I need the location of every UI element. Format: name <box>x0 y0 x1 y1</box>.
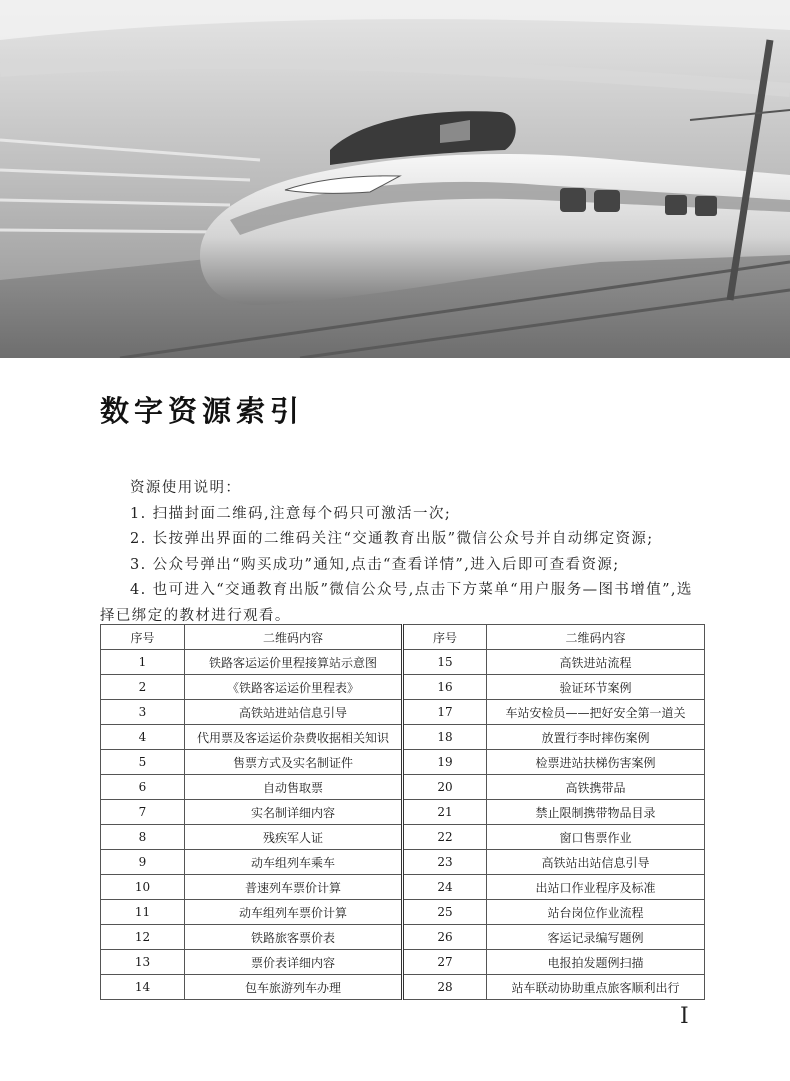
resource-index-table <box>100 624 705 1000</box>
table-row <box>101 750 705 775</box>
header-content-right: 二维码内容 <box>487 625 705 650</box>
header-content-left: 二维码内容 <box>185 625 403 650</box>
row-no: 5 <box>101 750 185 775</box>
table-header-row <box>101 625 705 650</box>
row-content: 《铁路客运运价里程表》 <box>185 675 403 700</box>
table-row <box>101 675 705 700</box>
row-content: 残疾军人证 <box>185 825 403 850</box>
row-no: 12 <box>101 925 185 950</box>
row-content: 验证环节案例 <box>487 675 705 700</box>
row-content: 普速列车票价计算 <box>185 875 403 900</box>
page-number: I <box>680 1004 689 1029</box>
instruction-step-3: 3. 公众号弹出“购买成功”通知,点击“查看详情”,进入后即可查看资源; <box>130 556 620 573</box>
row-no: 7 <box>101 800 185 825</box>
row-content: 站车联动协助重点旅客顺利出行 <box>487 975 705 1000</box>
row-content: 检票进站扶梯伤害案例 <box>487 750 705 775</box>
row-content: 窗口售票作业 <box>487 825 705 850</box>
row-no: 6 <box>101 775 185 800</box>
row-content: 站台岗位作业流程 <box>487 900 705 925</box>
table-row <box>101 875 705 900</box>
row-no: 2 <box>101 675 185 700</box>
row-content: 包车旅游列车办理 <box>185 975 403 1000</box>
row-no: 17 <box>403 700 487 725</box>
hero-train-image <box>0 0 790 358</box>
row-content: 车站安检员——把好安全第一道关 <box>487 700 705 725</box>
row-no: 16 <box>403 675 487 700</box>
table-row <box>101 975 705 1000</box>
row-content: 自动售取票 <box>185 775 403 800</box>
header-no-left: 序号 <box>101 625 185 650</box>
row-content: 实名制详细内容 <box>185 800 403 825</box>
row-no: 18 <box>403 725 487 750</box>
row-no: 20 <box>403 775 487 800</box>
row-content: 禁止限制携带物品目录 <box>487 800 705 825</box>
row-no: 11 <box>101 900 185 925</box>
row-content: 出站口作业程序及标准 <box>487 875 705 900</box>
row-no: 28 <box>403 975 487 1000</box>
row-content: 客运记录编写题例 <box>487 925 705 950</box>
table-row <box>101 775 705 800</box>
row-no: 9 <box>101 850 185 875</box>
row-no: 10 <box>101 875 185 900</box>
row-content: 票价表详细内容 <box>185 950 403 975</box>
row-content: 售票方式及实名制证件 <box>185 750 403 775</box>
row-no: 26 <box>403 925 487 950</box>
header-no-right: 序号 <box>403 625 487 650</box>
row-no: 13 <box>101 950 185 975</box>
row-content: 铁路旅客票价表 <box>185 925 403 950</box>
row-content: 放置行李时摔伤案例 <box>487 725 705 750</box>
row-no: 8 <box>101 825 185 850</box>
row-content: 高铁站出站信息引导 <box>487 850 705 875</box>
instruction-step-4: 4. 也可进入“交通教育出版”微信公众号,点击下方菜单“用户服务—图书增值”,选择已绑定的教材进行观看。 <box>100 582 693 624</box>
row-no: 22 <box>403 825 487 850</box>
instruction-step-2: 2. 长按弹出界面的二维码关注“交通教育出版”微信公众号并自动绑定资源; <box>130 531 654 547</box>
table-row <box>101 700 705 725</box>
table-row <box>101 800 705 825</box>
row-no: 15 <box>403 650 487 675</box>
row-content: 高铁站进站信息引导 <box>185 700 403 725</box>
row-no: 3 <box>101 700 185 725</box>
instruction-step-1: 1. 扫描封面二维码,注意每个码只可激活一次; <box>130 505 452 522</box>
row-content: 动车组列车乘车 <box>185 850 403 875</box>
table-row <box>101 825 705 850</box>
row-no: 23 <box>403 850 487 875</box>
usage-instructions <box>100 476 704 629</box>
row-no: 14 <box>101 975 185 1000</box>
row-content: 代用票及客运运价杂费收据相关知识 <box>185 725 403 750</box>
table-row <box>101 725 705 750</box>
row-content: 电报拍发题例扫描 <box>487 950 705 975</box>
instructions-title: 资源使用说明： <box>130 480 242 496</box>
page-title: 数字资源索引 <box>100 394 305 428</box>
row-no: 19 <box>403 750 487 775</box>
table-row <box>101 650 705 675</box>
row-content: 动车组列车票价计算 <box>185 900 403 925</box>
row-no: 4 <box>101 725 185 750</box>
row-content: 高铁进站流程 <box>487 650 705 675</box>
table-row <box>101 925 705 950</box>
row-content: 高铁携带品 <box>487 775 705 800</box>
row-no: 27 <box>403 950 487 975</box>
table-row <box>101 900 705 925</box>
row-content: 铁路客运运价里程接算站示意图 <box>185 650 403 675</box>
table-row <box>101 950 705 975</box>
row-no: 1 <box>101 650 185 675</box>
row-no: 25 <box>403 900 487 925</box>
train-illustration <box>0 0 790 358</box>
table-row <box>101 850 705 875</box>
row-no: 24 <box>403 875 487 900</box>
row-no: 21 <box>403 800 487 825</box>
